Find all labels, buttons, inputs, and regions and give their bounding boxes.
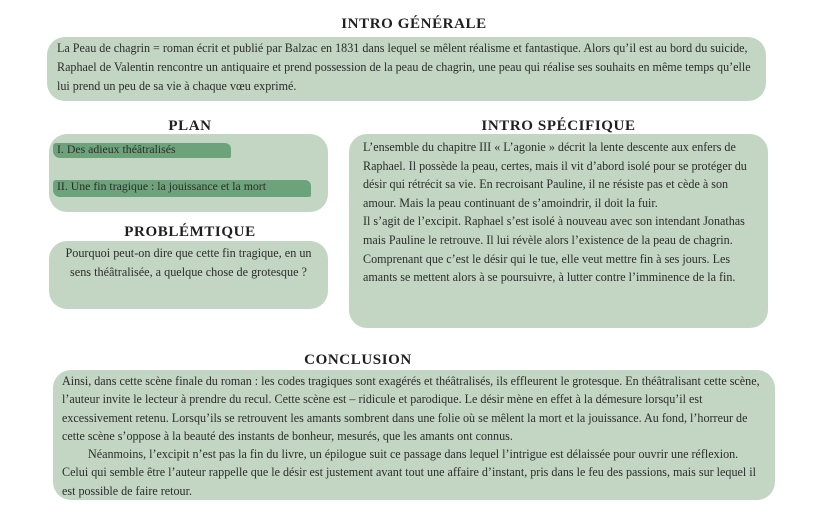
- intro-specifique-box: [349, 134, 768, 328]
- conclusion-paragraph-1: Ainsi, dans cette scène finale du roman : les codes tragiques sont exagérés et théâtralisés, ils effleurent le grotesque. En théâtralisant cette scène, l’auteur invite le lecteur à prendre du recul. Cette scène est – ridicule et parodique. Le désir mène en effet à la démesure lorsqu’il est excessivement retenu. Lorsqu’ils se retrouvent les amants sombrent dans une folie où se mêlent la mort et la jouissance. Au fond, l’horreur de cette scène s’oppose à la beauté des instants de bonheur, mesurés, que les amants ont connus.: [62, 374, 760, 443]
- intro-generale-box: [47, 37, 766, 101]
- plan-item-1: [57, 140, 320, 159]
- conclusion-title: CONCLUSION: [304, 352, 412, 368]
- conclusion-paragraph-2: Néanmoins, l’excipit n’est pas la fin du livre, un épilogue suit ce passage dans lequel l’intrigue est délaissée pour ouvrir une réflexion. Celui qui semble être l’auteur rappelle que le désir est justement avant tout une affaire d’instant, pris dans le feu des passions, mais sur lequel il est possible de faire retour.: [62, 447, 756, 498]
- plan-box: [49, 134, 328, 212]
- intro-specifique-paragraph-1: L’ensemble du chapitre III « L’agonie » décrit la lente descente aux enfers de Raphael. Il possède la peau, certes, mais il vit d’abord isolé pour se protéger du désir qui rétrécit sa vie. En recroisant Pauline, il ne résiste pas et cède à son amour. Mais la peau continuant de s’amoindrir, il doit la fuir.: [363, 140, 747, 210]
- intro-specifique-paragraph-2: Il s’agit de l’excipit. Raphael s’est isolé à nouveau avec son intendant Jonathas mais Pauline le retrouve. Il lui révèle alors l’existence de la peau de chagrin. Comprenant que c’est le désir qui le tue, elle veut mettre fin à ses jours. Les amants se mettent alors à se poursuivre, à lutter contre l’imminence de la fin.: [363, 214, 745, 285]
- problematique-text: Pourquoi peut-on dire que cette fin tragique, en un sens théâtralisée, a quelque chose de grotesque ?: [65, 246, 312, 279]
- plan-item-2: [57, 177, 320, 196]
- problematique-box: [49, 241, 328, 309]
- plan-item-label: I. Des adieux théâtralisés: [57, 142, 176, 156]
- intro-specifique-title: INTRO SPÉCIFIQUE: [481, 118, 636, 134]
- intro-generale-text: La Peau de chagrin = roman écrit et publié par Balzac en 1831 dans lequel se mêlent réalisme et fantastique. Alors qu’il est au bord du suicide, Raphael de Valentin rencontre un antiquaire et prend possession de la peau de chagrin, une peau qui réalise ses souhaits en même temps qu’elle lui prend un peu de sa vie à chaque vœu exprimé.: [57, 41, 751, 93]
- plan-item-label: II. Une fin tragique : la jouissance et la mort: [57, 178, 266, 193]
- problematique-title: PROBLÉMTIQUE: [124, 224, 256, 240]
- conclusion-box: [53, 370, 775, 500]
- plan-title: PLAN: [168, 118, 212, 134]
- intro-generale-title: INTRO GÉNÉRALE: [341, 16, 487, 32]
